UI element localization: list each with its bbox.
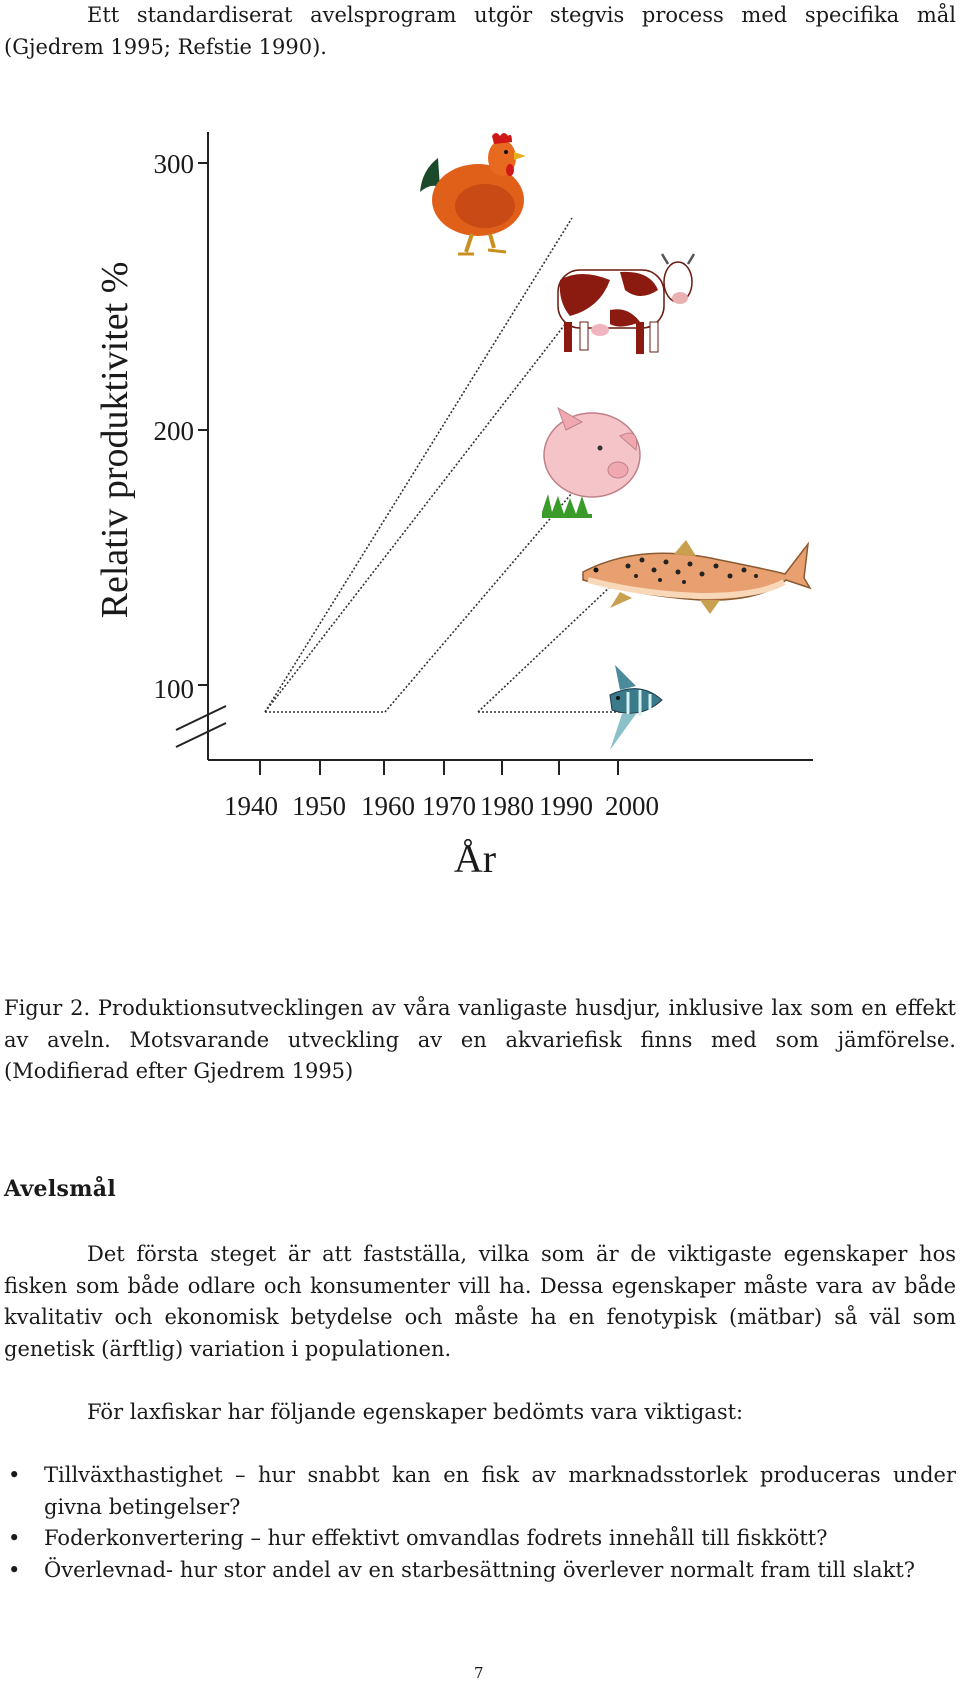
list-item bbox=[0, 1523, 956, 1555]
y-tick-label-300: 300 bbox=[153, 149, 194, 179]
x-tick-label-1960: 1960 bbox=[361, 791, 415, 821]
pig-icon bbox=[542, 408, 640, 518]
list-item-text: Överlevnad- hur stor andel av en starbesättning överlever normalt fram till slakt? bbox=[44, 1557, 916, 1582]
x-tick-label-1970: 1970 bbox=[422, 791, 476, 821]
section-heading: Avelsmål bbox=[4, 1176, 116, 1202]
y-tick-label-100: 100 bbox=[153, 674, 194, 704]
bullet-icon: • bbox=[8, 1526, 21, 1550]
x-tick-label-2000: 2000 bbox=[605, 791, 659, 821]
chicken-icon bbox=[420, 133, 526, 254]
x-tick-label-1990: 1990 bbox=[539, 791, 593, 821]
y-tick-label-200: 200 bbox=[153, 416, 194, 446]
productivity-figure bbox=[80, 130, 880, 960]
body-paragraph-intro-list: För laxfiskar har följande egenskaper bedömts vara viktigast: bbox=[87, 1400, 744, 1424]
page-number: 7 bbox=[474, 1664, 484, 1682]
trend-cow bbox=[265, 305, 580, 712]
trait-list bbox=[0, 1460, 956, 1586]
trend-salmon bbox=[478, 585, 612, 712]
trend-pig bbox=[265, 486, 578, 712]
list-item-text: Foderkonvertering – hur effektivt omvandlas fodrets innehåll till fiskkött? bbox=[44, 1526, 828, 1550]
intro-paragraph: Ett standardiserat avelsprogram utgör stegvis process med specifika mål (Gjedrem 1995; Refstie 1990). bbox=[4, 3, 956, 59]
x-tick-label-1940: 1940 bbox=[224, 791, 278, 821]
list-item bbox=[0, 1555, 956, 1587]
cow-icon bbox=[558, 254, 694, 354]
trend-chicken bbox=[265, 218, 572, 712]
y-axis-label: Relativ produktivitet % bbox=[94, 261, 136, 619]
angelfish-icon bbox=[610, 665, 662, 750]
list-item bbox=[0, 1460, 956, 1523]
x-tick-label-1950: 1950 bbox=[292, 791, 346, 821]
figure-caption: Figur 2. Produktionsutvecklingen av våra vanligaste husdjur, inklusive lax som en effekt av aveln. Motsvarande utveckling av en akvariefisk finns med som jämförelse. (Modifierad efter Gjedrem 1995) bbox=[4, 996, 956, 1083]
bullet-icon: • bbox=[8, 1463, 21, 1487]
bullet-icon: • bbox=[8, 1557, 21, 1582]
x-axis-label: År bbox=[453, 836, 497, 881]
x-ticks bbox=[260, 760, 618, 775]
x-tick-label-1980: 1980 bbox=[480, 791, 534, 821]
salmon-icon bbox=[583, 540, 810, 614]
body-paragraph: Det första steget är att fastställa, vilka som är de viktigaste egenskaper hos fisken som både odlare och konsumenter vill ha. Dessa egenskaper måste vara av både kvalitativ och ekonomisk betydelse och måste ha en fenotypisk (mätbar) så väl som genetisk (ärftlig) variation i populationen. bbox=[4, 1242, 956, 1361]
list-item-text: Tillväxthastighet – hur snabbt kan en fisk av marknadsstorlek produceras under givna betingelser? bbox=[44, 1463, 956, 1519]
